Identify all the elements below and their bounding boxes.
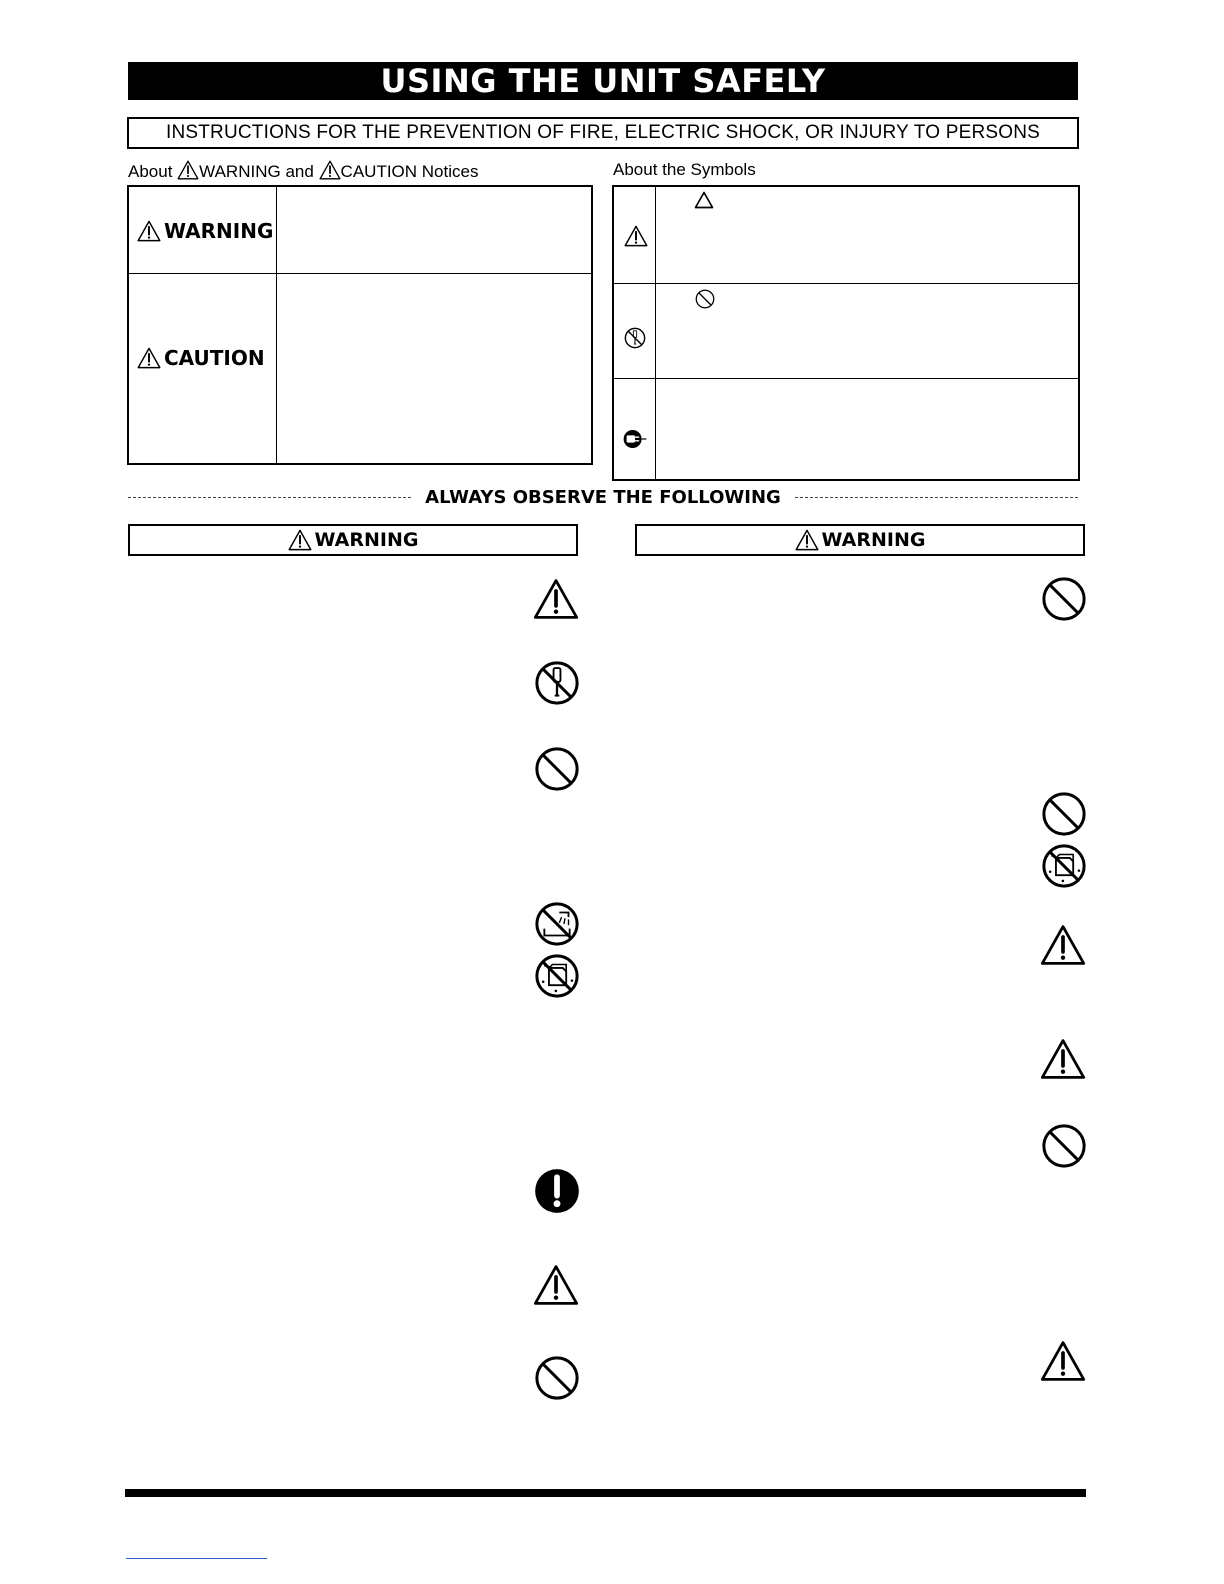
symbol-row-mandatory	[614, 379, 1078, 479]
observe-heading	[128, 486, 1078, 508]
warning-triangle-icon	[319, 160, 341, 180]
no-water-icon	[534, 901, 580, 947]
no-wet-hands-icon	[534, 953, 580, 999]
right-warning-header	[635, 524, 1085, 556]
notices-header-caution: CAUTION	[340, 162, 418, 181]
symbols-header: About the Symbols	[613, 160, 756, 179]
unplug-icon	[623, 427, 647, 451]
warning-triangle-icon	[533, 1262, 579, 1308]
mandatory-exclamation-icon	[534, 1168, 580, 1214]
page-title: USING THE UNIT SAFELY	[128, 62, 1078, 100]
no-wet-hands-icon	[1041, 843, 1087, 889]
prohibition-icon	[534, 1355, 580, 1401]
right-warning-header-text: WARNING	[821, 529, 926, 551]
dashed-rule-left	[128, 497, 411, 498]
notice-warning-text: WARNING	[164, 219, 274, 243]
no-disassembly-icon	[624, 327, 646, 349]
notices-header-warning: WARNING	[199, 162, 281, 181]
warning-triangle-icon	[533, 576, 579, 622]
prohibition-icon	[1041, 1123, 1087, 1169]
instructions-subtitle: INSTRUCTIONS FOR THE PREVENTION OF FIRE, ELECTRIC SHOCK, OR INJURY TO PERSONS	[127, 117, 1079, 149]
prohibition-icon	[1041, 576, 1087, 622]
notices-header-joiner: and	[285, 162, 314, 181]
warning-triangle-icon	[1040, 1036, 1086, 1082]
warning-triangle-icon	[1040, 1338, 1086, 1384]
notices-header-suffix: Notices	[421, 162, 479, 181]
warning-triangle-icon	[624, 225, 648, 247]
footer-rule	[125, 1489, 1086, 1497]
symbol-row-caution	[614, 187, 1078, 284]
notice-caution-label	[137, 346, 265, 370]
footer-link-underline[interactable]	[126, 1558, 267, 1559]
notice-row-caution	[129, 274, 591, 463]
left-warning-header-text: WARNING	[314, 529, 419, 551]
symbols-table	[612, 185, 1080, 481]
left-warning-header	[128, 524, 578, 556]
notice-caution-text: CAUTION	[164, 346, 265, 370]
warning-triangle-icon	[137, 220, 161, 242]
dashed-rule-right	[795, 497, 1078, 498]
small-prohibition-icon	[695, 289, 715, 309]
notices-header	[128, 160, 478, 182]
no-disassembly-icon	[534, 660, 580, 706]
symbol-row-prohibited	[614, 284, 1078, 379]
warning-triangle-icon	[795, 529, 819, 551]
notices-header-prefix: About	[128, 162, 173, 181]
observe-heading-text: ALWAYS OBSERVE THE FOLLOWING	[425, 486, 781, 508]
prohibition-icon	[1041, 791, 1087, 837]
warning-triangle-icon	[1040, 922, 1086, 968]
notice-row-warning	[129, 187, 591, 274]
small-triangle-icon	[694, 191, 714, 209]
notice-table	[127, 185, 593, 465]
warning-triangle-icon	[288, 529, 312, 551]
prohibition-icon	[534, 746, 580, 792]
warning-triangle-icon	[137, 347, 161, 369]
notice-warning-label	[137, 219, 273, 243]
warning-triangle-icon	[177, 160, 199, 180]
